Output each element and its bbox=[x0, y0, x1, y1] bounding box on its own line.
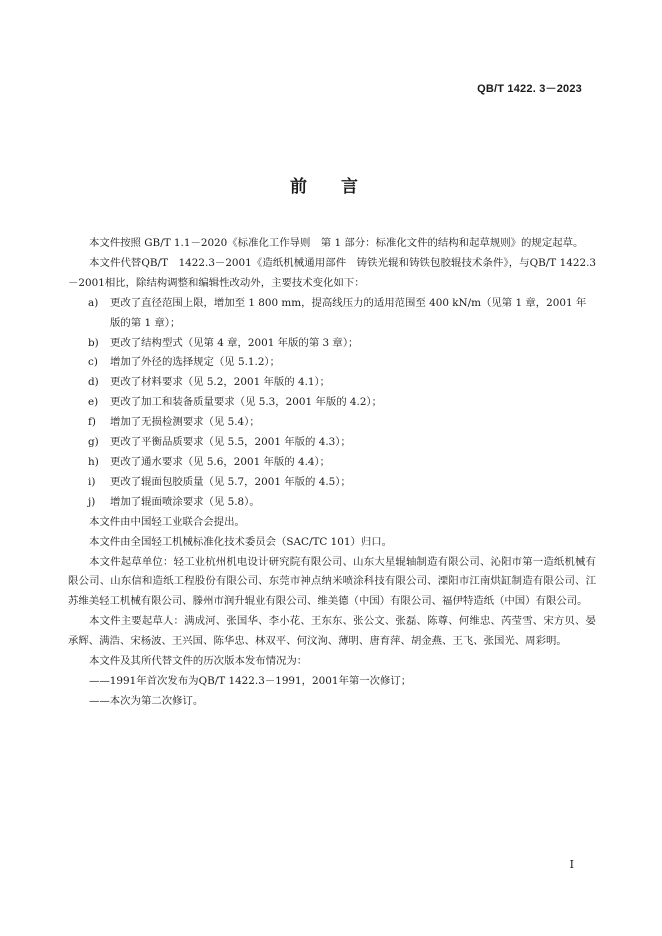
list-item: f) 增加了无损检测要求（见 5.4）； bbox=[88, 416, 260, 429]
paragraph-centralizer: 本文件由全国轻工机械标准化技术委员会（SAC/TC 101）归口。 bbox=[89, 535, 393, 548]
paragraph-drafting-units: 本文件起草单位：轻工业杭州机电设计研究院有限公司、山东大星辊轴制造有限公司、沁阳市第一造纸机械有限公司、山东信和造纸工程股份有限公司、东莞市神点纳米喷涂科技有限公司、溧阳市江南烘缸制造有限公司、江苏维美轻工机械有限公司、滕州市润升辊业有限公司、维美德（中国）有限公司、福伊特造纸（中国）有限公司。 bbox=[68, 555, 596, 608]
foreword-body bbox=[68, 234, 596, 712]
list-item: j) 增加了辊面喷涂要求（见 5.8）。 bbox=[88, 495, 260, 508]
list-item: e) 更改了加工和装备质量要求（见 5.3，2001 年版的 4.2）； bbox=[88, 396, 383, 409]
list-item: g) 更改了平衡品质要求（见 5.5，2001 年版的 4.3）； bbox=[88, 436, 351, 449]
list-item: c) 增加了外径的选择规定（见 5.1.2）； bbox=[88, 356, 281, 369]
list-item: a) 更改了直径范围上限，增加至 1 800 mm，提高线压力的适用范围至 400 kN/m（见第 1 章，2001 年版的第 1 章）； bbox=[88, 296, 587, 329]
changes-list bbox=[68, 294, 596, 513]
list-item: d) 更改了材料要求（见 5.2，2001 年版的 4.1）； bbox=[88, 376, 331, 389]
list-item: i) 更改了辊面包胶质量（见 5.7，2001 年版的 4.5）； bbox=[88, 475, 351, 488]
page-number: I bbox=[569, 858, 574, 871]
paragraph-proposer: 本文件由中国轻工业联合会提出。 bbox=[89, 515, 245, 528]
history-entry: ——1991年首次发布为QB/T 1422.3－1991，2001年第一次修订； bbox=[89, 674, 412, 687]
standard-code: QB/T 1422. 3－2023 bbox=[477, 83, 582, 95]
paragraph-replacement: 本文件代替QB/T 1422.3－2001《造纸机械通用部件 铸铁光辊和铸铁包胶辊技术条件》，与QB/T 1422.3－2001相比，除结构调整和编辑性改动外，主要技术变化如下： bbox=[68, 256, 596, 289]
paragraph-drafters: 本文件主要起草人：满成河、张国华、李小花、王东东、张公文、张磊、陈尊、何维忠、芮莹雪、宋方贝、晏承辉、满浩、宋杨波、王兴国、陈华忠、林双平、何汶洵、薄明、唐育萍、胡金燕、王飞、张国光、周彩明。 bbox=[68, 615, 596, 648]
list-item: h) 更改了通水要求（见 5.6，2001 年版的 4.4）； bbox=[88, 455, 331, 468]
list-item: b) 更改了结构型式（见第 4 章，2001 年版的第 3 章）； bbox=[88, 336, 359, 349]
paragraph-history-intro: 本文件及其所代替文件的历次版本发布情况为： bbox=[89, 655, 308, 668]
history-entry: ——本次为第二次修订。 bbox=[89, 694, 204, 707]
page-title: 前 言 bbox=[290, 177, 372, 197]
paragraph-drafting-rules: 本文件按照 GB/T 1.1－2020《标准化工作导则 第 1 部分：标准化文件的结构和起草规则》的规定起草。 bbox=[89, 237, 584, 249]
